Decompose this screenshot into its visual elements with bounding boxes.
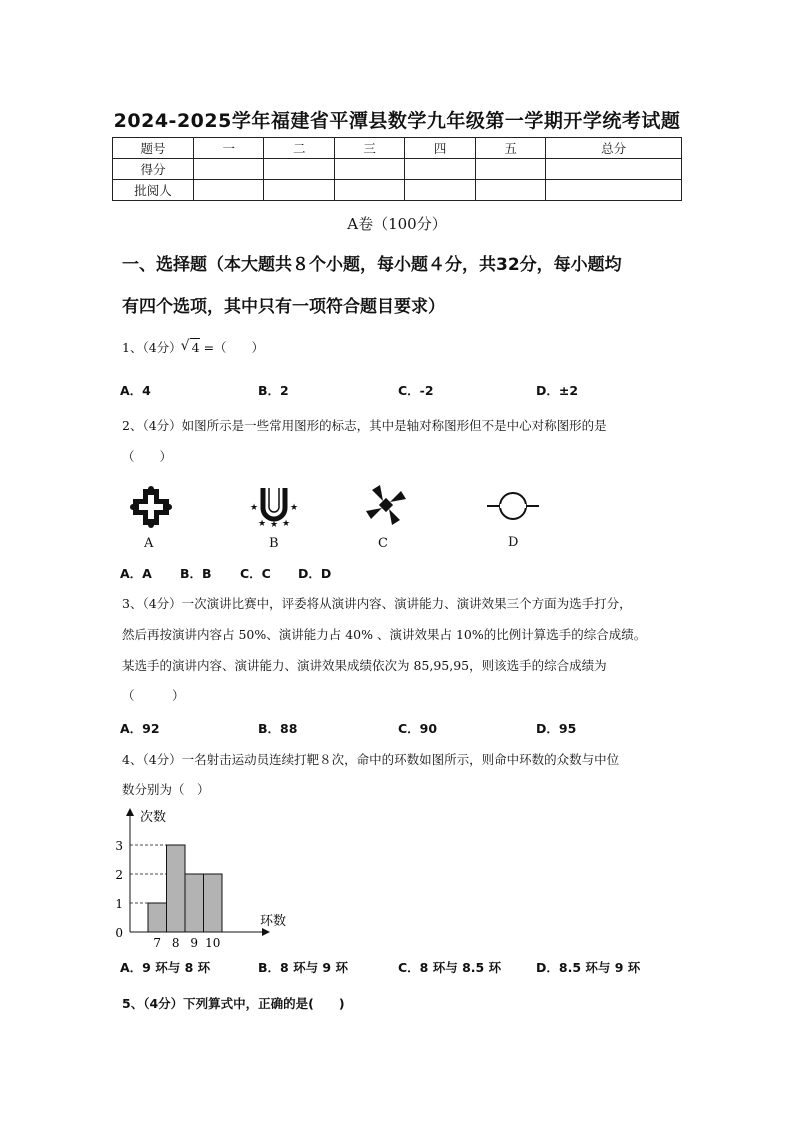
- x-tick-7: 7: [153, 936, 162, 950]
- score-cell: [334, 180, 404, 201]
- svg-text:★: ★: [270, 520, 279, 530]
- y-tick-1: 1: [115, 897, 123, 911]
- section-a-heading: A卷（100分）: [347, 215, 447, 233]
- q1-suffix: =（ ）: [199, 340, 265, 355]
- score-cell: [264, 180, 334, 201]
- guide-lines: [130, 845, 167, 903]
- header-cell: 四: [405, 138, 475, 159]
- q2-option-b[interactable]: B．B: [180, 566, 212, 581]
- x-axis-label: 环数: [260, 914, 287, 929]
- sqrt-bar: [190, 338, 200, 339]
- question-3-line3: 某选手的演讲内容、演讲能力、演讲效果成绩依次为 85,95,95，则该选手的综合成绩为: [122, 658, 607, 673]
- q1-option-d[interactable]: D．±2: [536, 383, 579, 398]
- q4-option-a[interactable]: A．9 环与 8 环: [120, 960, 211, 975]
- question-3-line1: 3、（4分）一次演讲比赛中，评委将从演讲内容、演讲能力、演讲效果三个方面为选手打分，: [122, 596, 632, 611]
- figure-label-a: A: [144, 536, 154, 551]
- q3-option-c[interactable]: C．90: [398, 721, 438, 736]
- q4-option-c[interactable]: C．8 环与 8.5 环: [398, 960, 502, 975]
- y-tick-labels: [115, 839, 123, 940]
- question-4-line2: 数分别为（ ）: [122, 782, 210, 797]
- bar-8: [167, 845, 186, 932]
- q1-radicand: 4: [191, 340, 200, 355]
- figure-label-c: C: [378, 536, 388, 551]
- row-label: 批阅人: [113, 180, 194, 201]
- exam-title: 2024-2025学年福建省平潭县数学九年级第一学期开学统考试题: [113, 110, 681, 132]
- question-2-line2: （ ）: [122, 449, 173, 464]
- score-table-row: [113, 159, 682, 180]
- q3-option-b[interactable]: B．88: [258, 721, 298, 736]
- figure-label-d: D: [508, 535, 519, 550]
- y-axis-label: 次数: [140, 810, 167, 825]
- q1-option-a[interactable]: A．4: [120, 383, 151, 398]
- bar-10: [204, 874, 223, 932]
- question-5: 5、（4分）下列算式中，正确的是( ): [122, 996, 345, 1011]
- part1-heading-line1: 一、选择题（本大题共８个小题，每小题４分，共32分，每小题均: [122, 255, 622, 275]
- svg-text:★: ★: [290, 503, 299, 513]
- symbol-c-pinwheel-icon: [366, 485, 406, 525]
- score-cell: [334, 159, 404, 180]
- score-cell: [546, 159, 682, 180]
- q2-option-c[interactable]: C．C: [240, 566, 271, 581]
- svg-text:★: ★: [258, 519, 267, 529]
- score-table: [112, 137, 682, 201]
- bar-7: [148, 903, 167, 932]
- q3-option-a[interactable]: A．92: [120, 721, 160, 736]
- hits-bar-chart: [110, 804, 300, 950]
- part1-heading-line2: 有四个选项，其中只有一项符合题目要求）: [122, 297, 445, 317]
- q2-figures: [120, 478, 560, 536]
- symbol-a-cross-icon: [130, 486, 172, 528]
- score-cell: [405, 159, 475, 180]
- x-tick-9: 9: [190, 936, 199, 950]
- y-tick-2: 2: [115, 868, 123, 882]
- q3-option-d[interactable]: D．95: [536, 721, 577, 736]
- score-table-header: [113, 138, 682, 159]
- score-cell: [194, 180, 264, 201]
- question-3-line2: 然后再按演讲内容占 50%、演讲能力占 40% 、演讲效果占 10%的比例计算选手的综合成绩。: [122, 627, 647, 642]
- symbol-b-magnet-icon: [250, 488, 298, 530]
- x-tick-8: 8: [171, 936, 180, 950]
- header-cell: 五: [475, 138, 545, 159]
- row-label: 得分: [113, 159, 194, 180]
- score-cell: [405, 180, 475, 201]
- header-cell: 二: [264, 138, 334, 159]
- header-cell: 三: [334, 138, 404, 159]
- score-cell: [194, 159, 264, 180]
- q1-option-b[interactable]: B．2: [258, 383, 289, 398]
- question-4-line1: 4、（4分）一名射击运动员连续打靶８次，命中的环数如图所示，则命中环数的众数与中位: [122, 752, 620, 767]
- svg-text:★: ★: [282, 519, 291, 529]
- score-cell: [546, 180, 682, 201]
- x-tick-labels: [153, 936, 220, 950]
- q1-option-c[interactable]: C．-2: [398, 383, 434, 398]
- q4-option-b[interactable]: B．8 环与 9 环: [258, 960, 348, 975]
- sqrt-expression: [182, 338, 200, 358]
- figure-label-b: B: [269, 536, 279, 551]
- header-cell: 总分: [546, 138, 682, 159]
- symbol-d-circle-line-icon: [487, 493, 539, 519]
- y-tick-3: 3: [115, 839, 123, 853]
- sqrt-radical-icon: √: [180, 338, 190, 354]
- q2-option-d[interactable]: D．D: [298, 566, 332, 581]
- q1-prefix: 1、（4分）: [122, 340, 182, 355]
- score-cell: [264, 159, 334, 180]
- header-cell: 一: [194, 138, 264, 159]
- score-cell: [475, 180, 545, 201]
- q2-option-a[interactable]: A．A: [120, 566, 152, 581]
- score-table-row: [113, 180, 682, 201]
- score-cell: [475, 159, 545, 180]
- header-cell: 题号: [113, 138, 194, 159]
- y-tick-0: 0: [115, 926, 123, 940]
- x-tick-10: 10: [205, 936, 221, 950]
- bar-9: [185, 874, 204, 932]
- question-1: [122, 338, 682, 358]
- bars: [148, 845, 222, 932]
- svg-text:★: ★: [250, 503, 259, 513]
- question-2-line1: 2、（4分）如图所示是一些常用图形的标志，其中是轴对称图形但不是中心对称图形的是: [122, 418, 607, 433]
- q4-option-d[interactable]: D．8.5 环与 9 环: [536, 960, 641, 975]
- question-3-line4: （ ）: [122, 688, 185, 703]
